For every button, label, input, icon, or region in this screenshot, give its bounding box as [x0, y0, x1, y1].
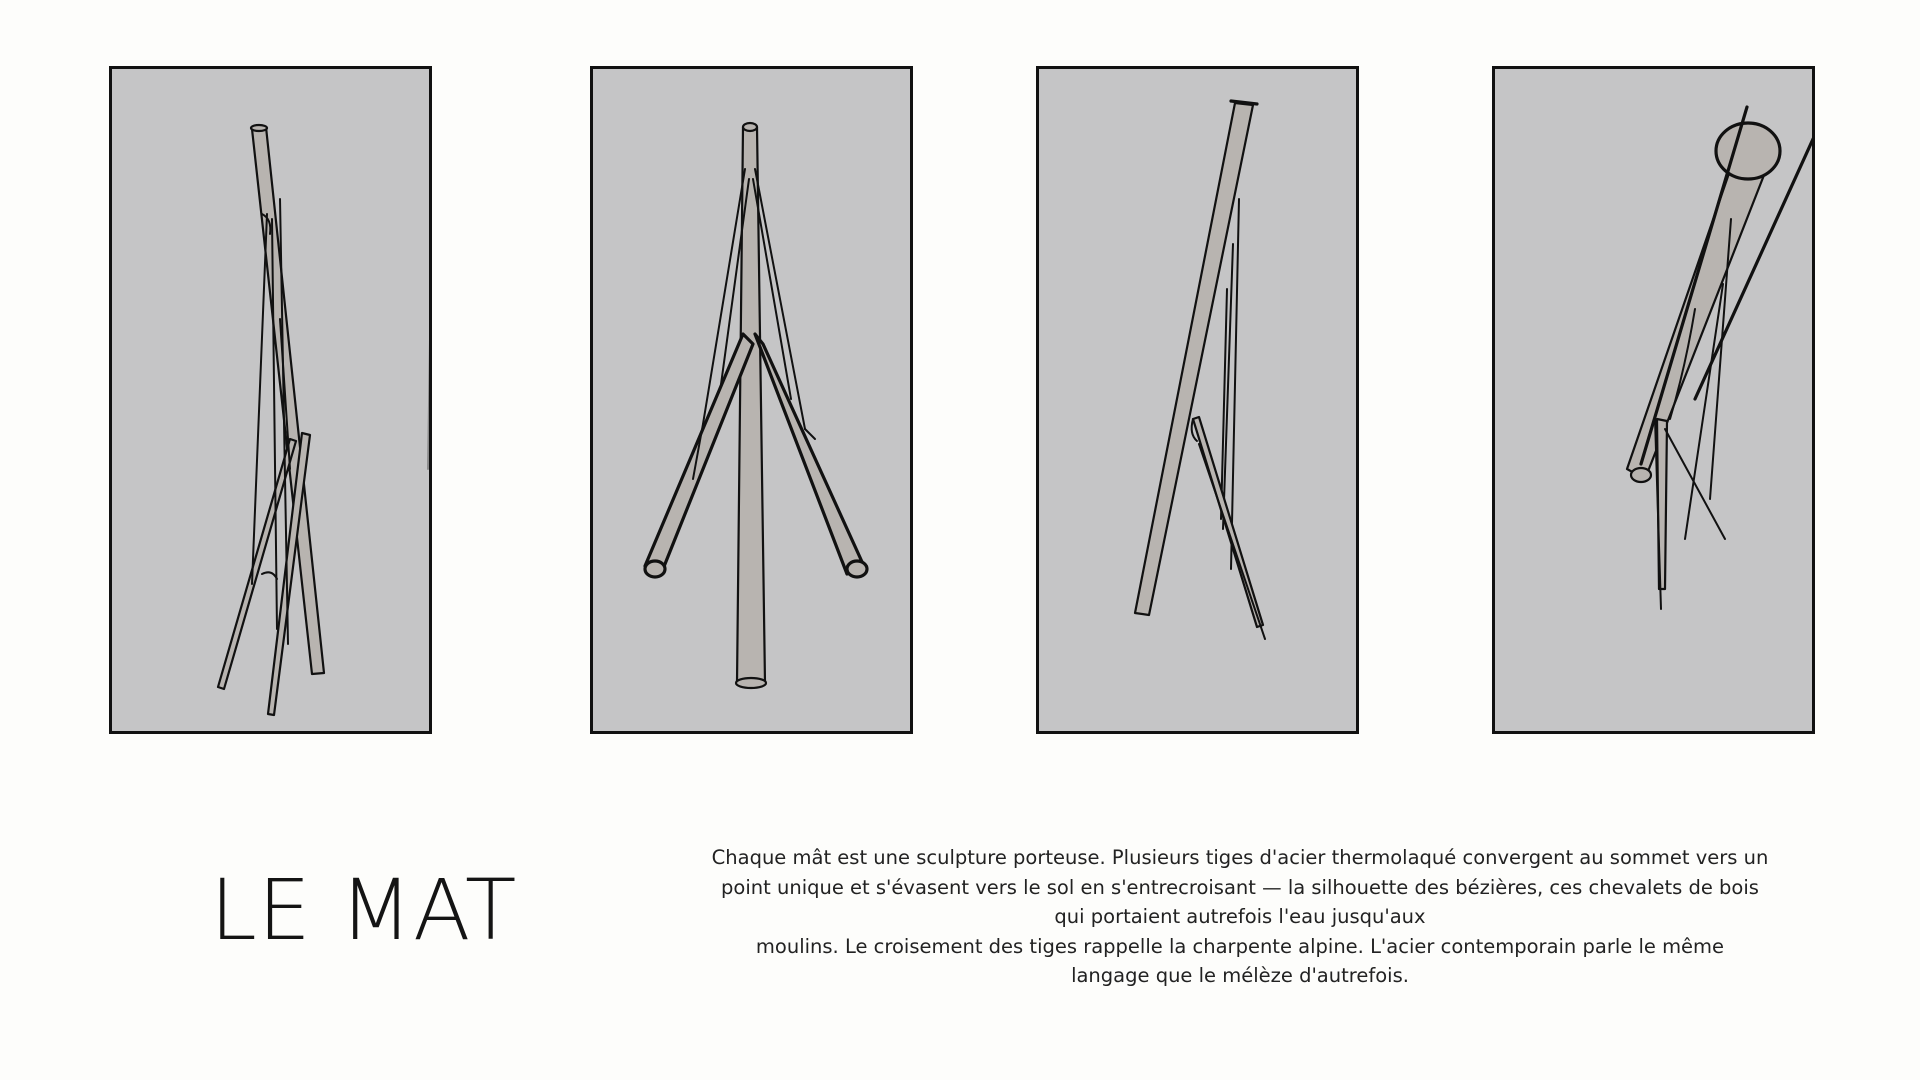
description-line: qui portaient autrefois l'eau jusqu'aux: [1054, 905, 1426, 928]
description-line: point unique et s'évasent vers le sol en s'entrecroisant — la silhouette des bézières, ces chevalets de bois: [721, 875, 1759, 899]
sketch-panel-3: [1036, 66, 1359, 734]
description-text: [680, 843, 1800, 991]
description-line: langage que le mélèze d'autrefois.: [1071, 964, 1409, 987]
sketch-panel-4: [1492, 66, 1815, 734]
mast-sketch-3: [1039, 69, 1356, 731]
mast-sketch-4: [1495, 69, 1812, 731]
description-line: moulins. Le croisement des tiges rappelle la charpente alpine. L'acier contemporain parle le même: [755, 934, 1725, 958]
mast-sketch-1: [112, 69, 429, 731]
mast-sketch-2: [593, 69, 910, 731]
description-line: Chaque mât est une sculpture porteuse. Plusieurs tiges d'acier thermolaqué convergent au sommet vers un: [711, 846, 1769, 869]
sketch-panel-2: [590, 66, 913, 734]
sketch-panel-1: [109, 66, 432, 734]
page-title: LE MAT: [210, 861, 518, 959]
